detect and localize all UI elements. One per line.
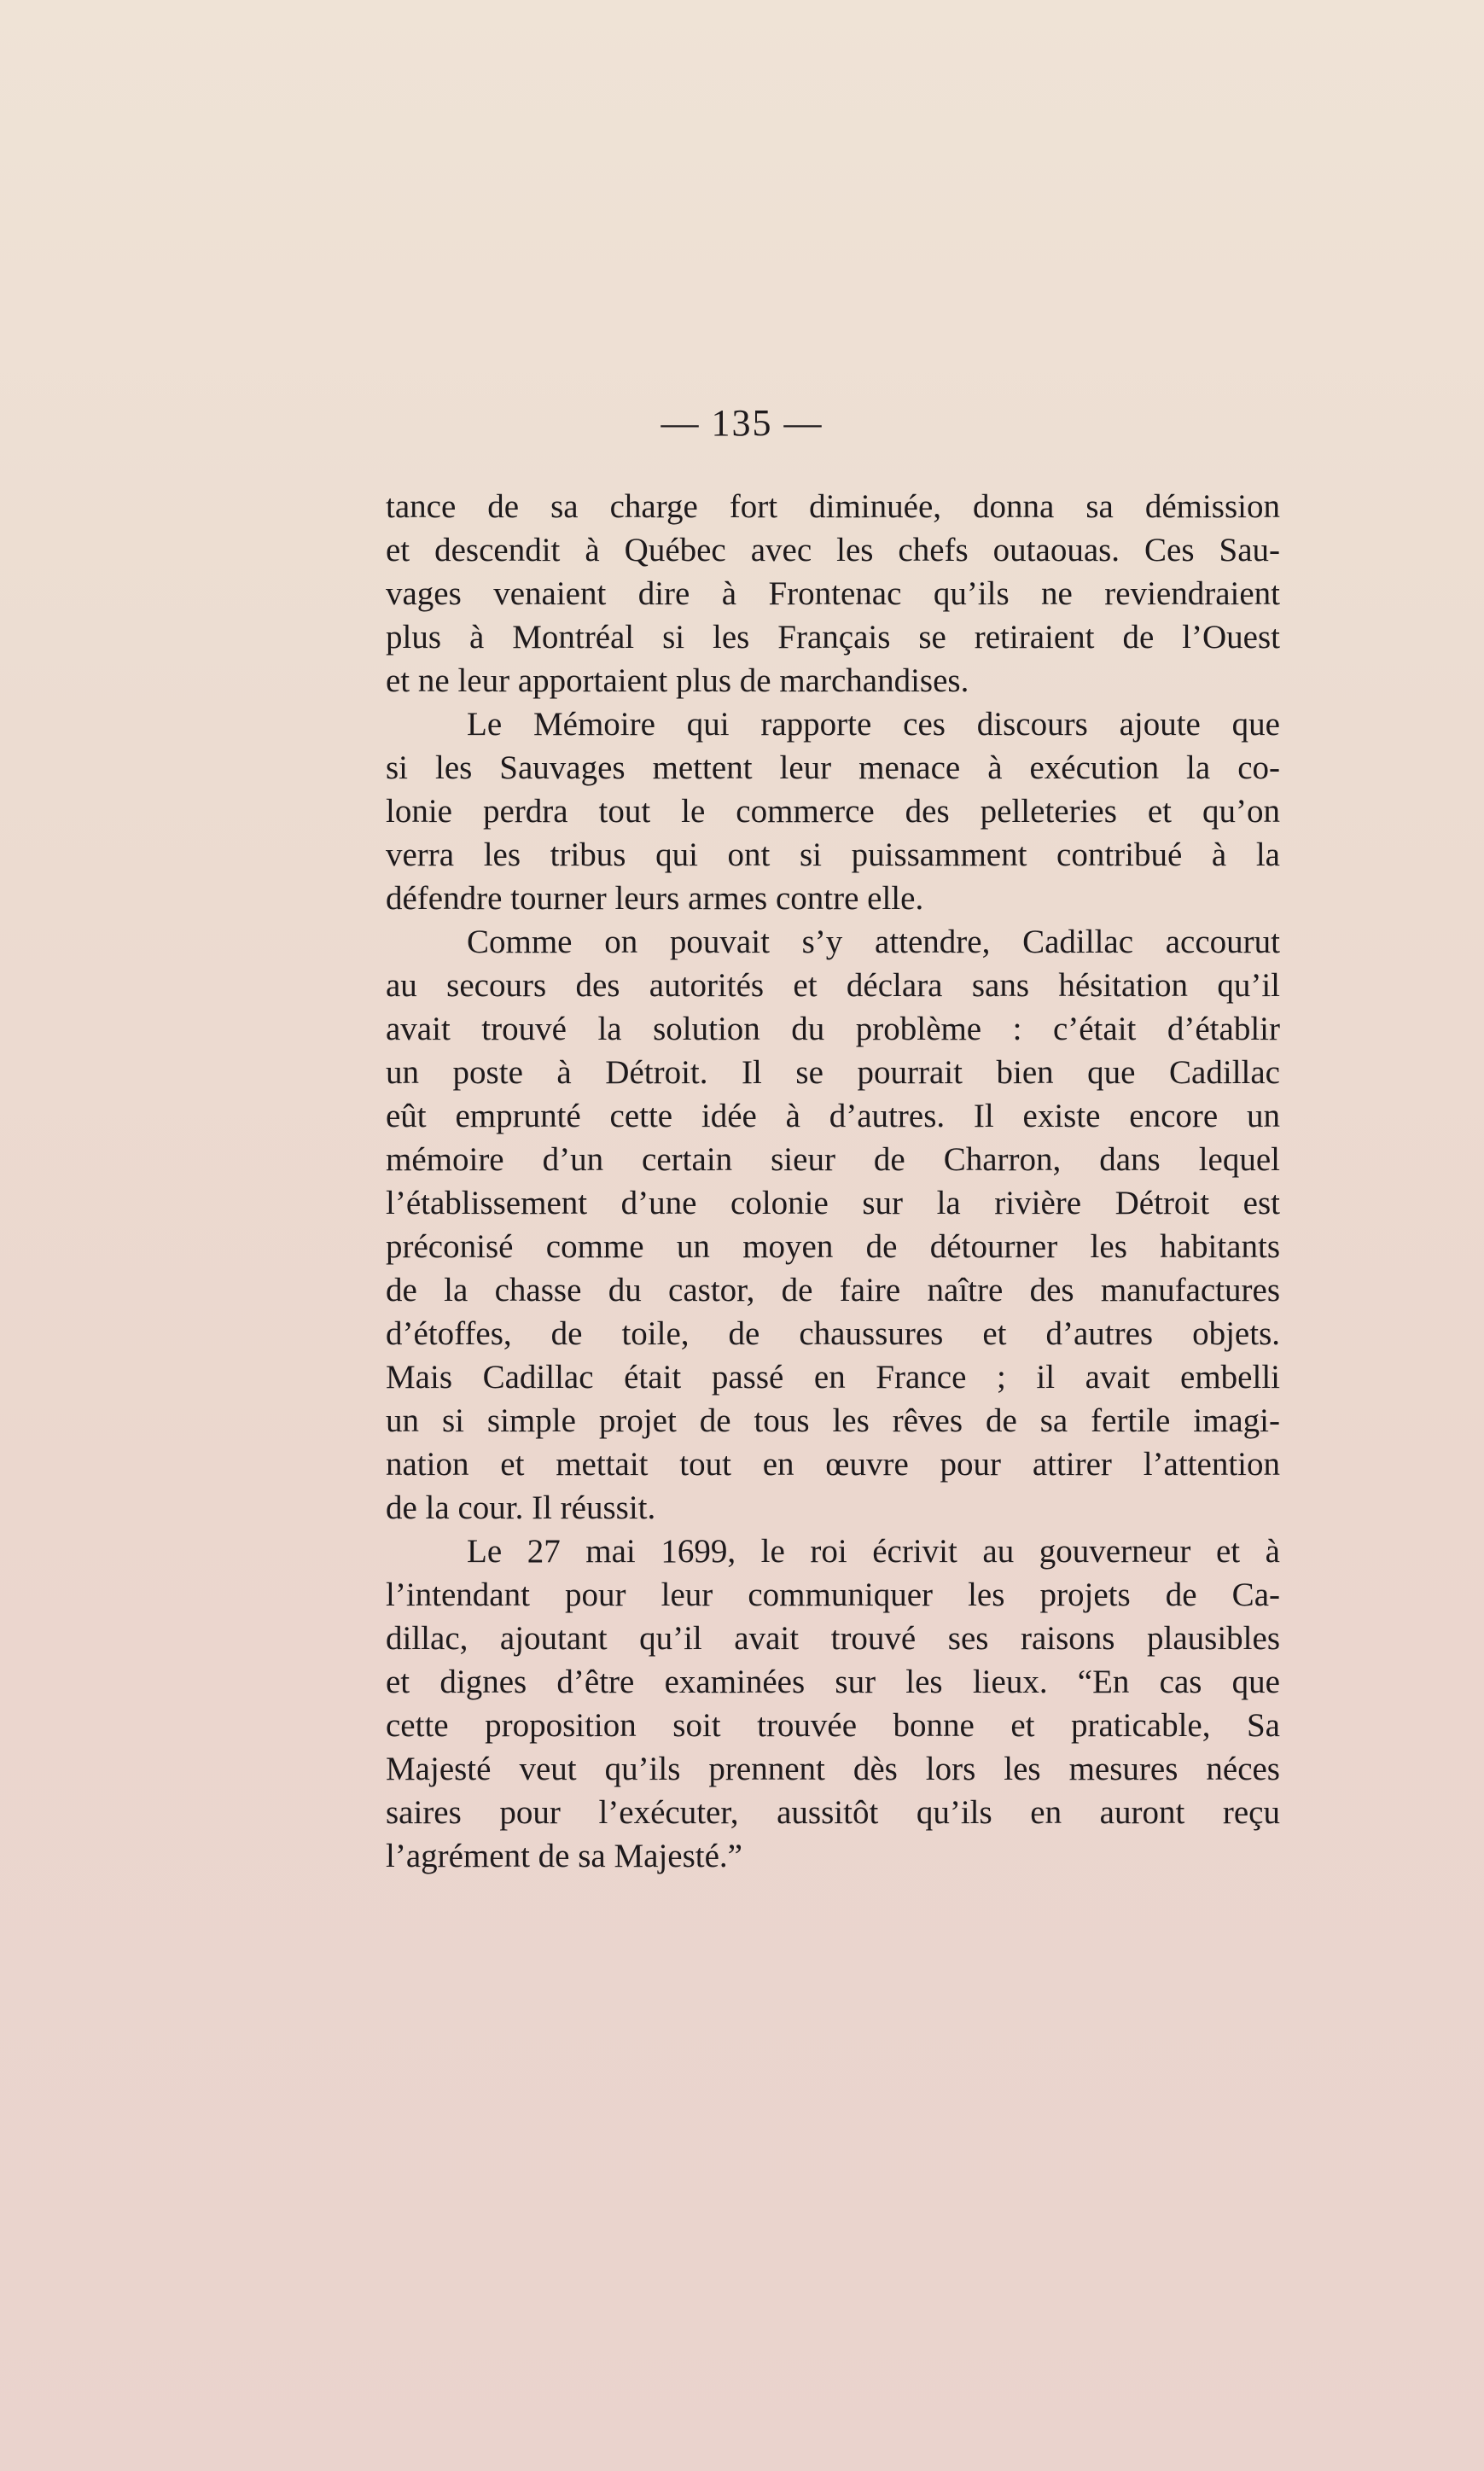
text-line: et dignes d’être examinées sur les lieux. “En cas que — [386, 1664, 1280, 1700]
text-line: l’intendant pour leur communiquer les projets de Ca- — [386, 1576, 1280, 1613]
text-line: verra les tribus qui ont si puissamment contribué à la — [386, 836, 1280, 873]
text-line: l’agrément de sa Majesté.” — [386, 1838, 742, 1874]
text-line: Majesté veut qu’ils prennent dès lors les mesures néces — [386, 1751, 1280, 1787]
text-line: au secours des autorités et déclara sans hésitation qu’il — [386, 967, 1280, 1004]
text-line: Le 27 mai 1699, le roi écrivit au gouverneur et à — [467, 1533, 1280, 1570]
text-line: avait trouvé la solution du problème : c’était d’établir — [386, 1011, 1280, 1047]
text-line: et ne leur apportaient plus de marchandises. — [386, 662, 969, 699]
text-line: mémoire d’un certain sieur de Charron, dans lequel — [386, 1141, 1280, 1178]
text-line: dillac, ajoutant qu’il avait trouvé ses raisons plausibles — [386, 1620, 1280, 1657]
page-number: — 135 — — [661, 402, 823, 444]
text-line: et descendit à Québec avec les chefs outaouas. Ces Sau- — [386, 532, 1280, 568]
text-line: Comme on pouvait s’y attendre, Cadillac accourut — [467, 924, 1280, 960]
text-line: de la cour. Il réussit. — [386, 1489, 656, 1526]
text-line: nation et mettait tout en œuvre pour attirer l’attention — [386, 1446, 1280, 1483]
text-line: eût emprunté cette idée à d’autres. Il existe encore un — [386, 1098, 1280, 1134]
text-line: vages venaient dire à Frontenac qu’ils ne reviendraient — [386, 575, 1280, 612]
text-line: Le Mémoire qui rapporte ces discours ajoute que — [467, 706, 1280, 743]
text-line: préconisé comme un moyen de détourner les habitants — [386, 1228, 1280, 1265]
text-line: cette proposition soit trouvée bonne et praticable, Sa — [386, 1707, 1280, 1744]
text-line: un si simple projet de tous les rêves de sa fertile imagi- — [386, 1402, 1280, 1439]
text-line: lonie perdra tout le commerce des pelleteries et qu’on — [386, 793, 1280, 830]
text-line: d’étoffes, de toile, de chaussures et d’autres objets. — [386, 1315, 1280, 1352]
text-line: saires pour l’exécuter, aussitôt qu’ils en auront reçu — [386, 1794, 1280, 1831]
text-line: défendre tourner leurs armes contre elle. — [386, 880, 924, 917]
text-line: de la chasse du castor, de faire naître des manufactures — [386, 1272, 1280, 1308]
text-line: Mais Cadillac était passé en France ; il avait embelli — [386, 1359, 1280, 1396]
text-line: si les Sauvages mettent leur menace à exécution la co- — [386, 749, 1280, 786]
body-text — [386, 485, 1280, 1878]
text-line: plus à Montréal si les Français se retiraient de l’Ouest — [386, 619, 1280, 656]
text-line: l’établissement d’une colonie sur la rivière Détroit est — [386, 1185, 1280, 1221]
text-line: tance de sa charge fort diminuée, donna sa démission — [386, 488, 1280, 525]
text-line: un poste à Détroit. Il se pourrait bien que Cadillac — [386, 1054, 1280, 1091]
